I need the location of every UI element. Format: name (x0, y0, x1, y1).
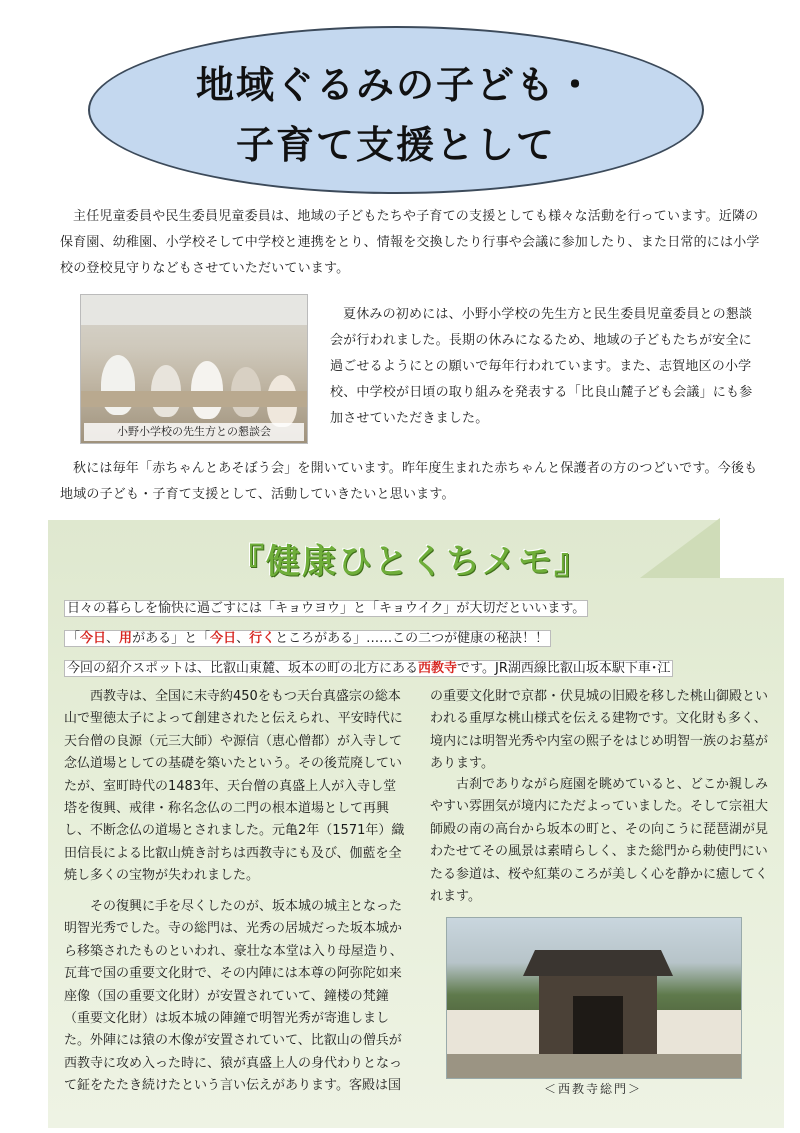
saikyoji-scenery-paragraph: 古刹でありながら庭園を眺めていると、どこか親しみやすい雰囲気が境内にただよっていました。そして宗祖大師殿の南の高台から坂本の町と、その向こうに琵琶湖が見わたせてその風景は素晴らしく、また総門から勅使門にいたる参道は、桜や紅葉のころが美しく心を静かに癒してくれます。 (430, 777, 769, 905)
spot-name: 西教寺 (418, 661, 458, 676)
saikyoji-culture-paragraph: の重要文化財で京都・伏見城の旧殿を移した桃山御殿といわれる重厚な桃山様式を伝える建物です。文化財も多く、境内には明智光秀や内室の熙子をはじめ明智一族のお墓があります。 (430, 689, 769, 772)
memo-line-2 (64, 628, 780, 650)
phrase-1-end: がある」と「 (132, 631, 211, 646)
intro-paragraph: 主任児童委員や民生委員児童委員は、地域の子どもたちや子育ての支援としても様々な活動を行っています。近隣の保育園、幼稚園、小学校そして中学校と連携をとり、情報を交換したり行事や会議に参加したり、また日常的には小学校の登校見守りなどもさせていただいています。 (60, 209, 760, 276)
meeting-photo-caption: 小野小学校の先生方との懇談会 (84, 423, 304, 441)
memo-line-1-text: 日々の暮らしを愉快に過ごすには「キョウヨウ」と「キョウイク」が大切だといいます。 (64, 600, 588, 617)
quote-open: 「 (67, 631, 81, 646)
memo-line-1 (64, 598, 780, 620)
memo-line-2-box (64, 630, 551, 647)
kyou-you-word: 用 (119, 631, 133, 646)
spot-intro-after: です。JR湖西線比叡山坂本駅下車･江 (457, 661, 671, 676)
page-title-line-2: 子育て支援として (235, 123, 556, 167)
page-title-line-1: 地域ぐるみの子ども・ (195, 63, 596, 107)
temple-gate-photo (446, 917, 742, 1079)
iku-word: 行く (249, 631, 276, 646)
gate-roof (523, 950, 673, 976)
meeting-photo (80, 294, 308, 444)
health-memo-title: 『健康ひとくちメモ』 (230, 542, 590, 582)
memo-line-3-box (64, 660, 673, 677)
panel-fold-cut (720, 518, 784, 578)
gate-door (573, 996, 623, 1056)
kyou-today-1: 今日 (80, 631, 107, 646)
panel-fold-corner (640, 518, 720, 578)
saikyoji-reconstruction-paragraph: その復興に手を尽くしたのが、坂本城の城主となった明智光秀でした。寺の総門は、光秀の居城だった坂本城から移築されたものといわれ、豪壮な本堂は入り母屋造り、瓦葺で国の重要文化財で、その内陣には本尊の阿弥陀如来座像（国の重要文化財）が安置されていて、鐘楼の梵鐘（重要文化財）は坂本城の陣鐘で明智光秀が寄進しました。外陣には猿の木像が安置されていて、比叡山の僧兵が西教寺に攻め入った時に、猿が真盛上人の身代わりとなって鉦をたたき続けたという言い伝えがあります。客殿は国 (64, 899, 403, 1094)
kyou-today-2: 今日 (210, 631, 237, 646)
memo-line-3 (64, 658, 780, 680)
temple-wall-left (447, 1010, 539, 1054)
summer-paragraph: 夏休みの初めには、小野小学校の先生方と民生委員児童委員との懇談会が行われました。長期の休みになるため、地域の子どもたちが安全に過ごせるようにとの願いで毎年行われています。また、志賀地区の小学校、中学校が日頃の取り組みを発表する「比良山麓子ども会議」にも参加させていただきました。 (330, 307, 753, 426)
path-ground (447, 1054, 741, 1078)
comma-2: 、 (236, 631, 250, 646)
temple-gate-caption: ＜西教寺総門＞ (543, 1082, 642, 1096)
phrase-2-end: ところがある」‥‥‥この二つが健康の秘訣！！ (275, 631, 549, 646)
saikyoji-history-paragraph: 西教寺は、全国に末寺約450をもつ天台真盛宗の総本山で聖徳太子によって創建されたと伝えられ、平安時代に天台僧の良源（元三大師）や源信（恵心僧都）が入寺して念仏道場としての基礎を築いたという。その後荒廃していたが、室町時代の1483年、天台僧の真盛上人が入寺し堂塔を復興、戒律・称名念仏の二門の根本道場として再興し、不断念仏の道場とされました。元亀2年（1571年）織田信長による比叡山焼き討ちは西教寺にも及び、伽藍を全焼し多くの宝物が失われました。 (64, 689, 405, 884)
comma-1: 、 (106, 631, 120, 646)
autumn-paragraph: 秋には毎年「赤ちゃんとあそぼう会」を開いています。昨年度生まれた赤ちゃんと保護者の方のつどいです。今後も地域の子ども・子育て支援として、活動していきたいと思います。 (60, 461, 758, 502)
temple-wall-right (657, 1010, 741, 1054)
spot-intro-before: 今回の紹介スポットは、比叡山東麓、坂本の町の北方にある (67, 661, 419, 676)
